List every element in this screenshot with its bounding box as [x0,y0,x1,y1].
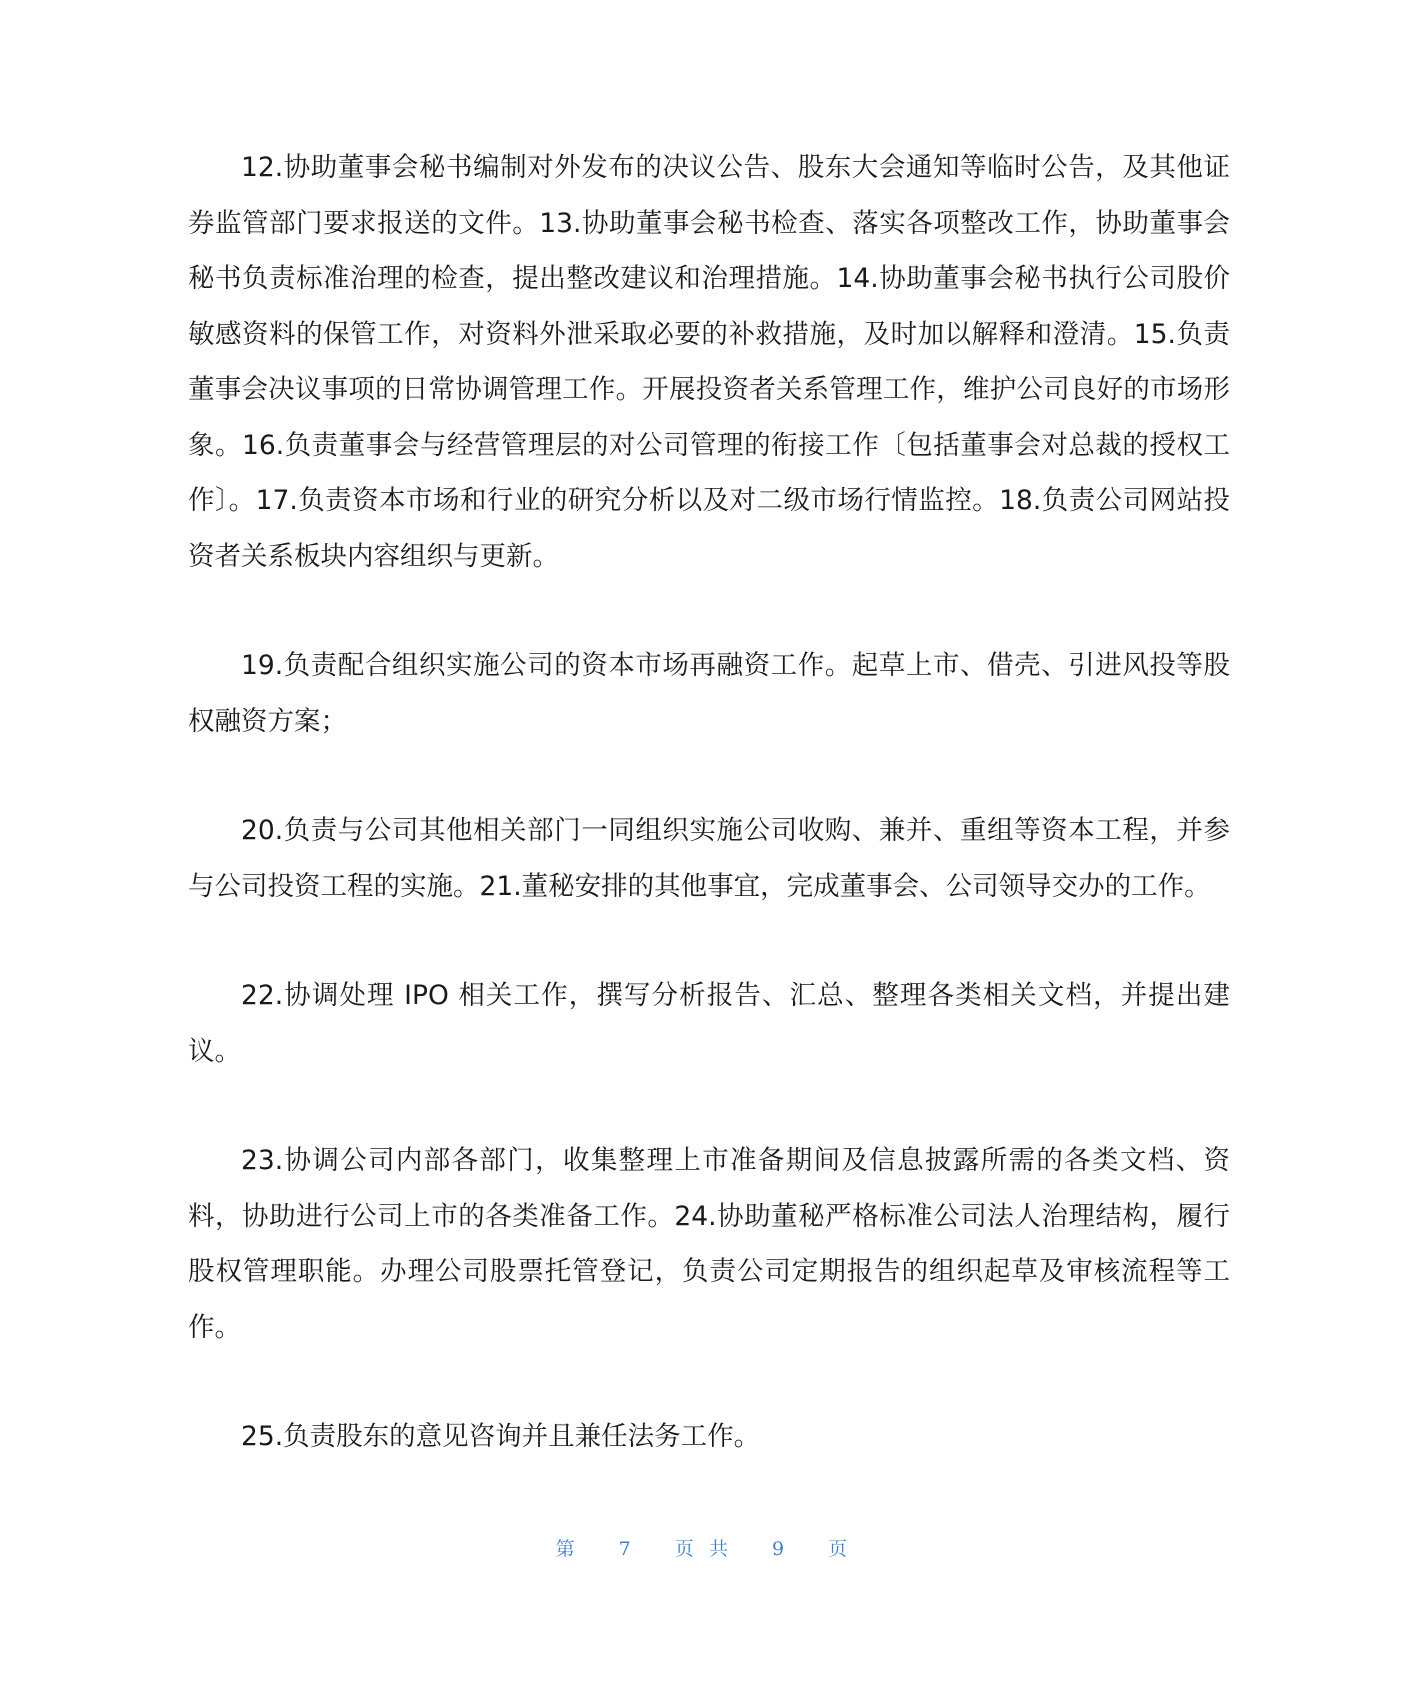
document-body [188,140,1230,1519]
paragraph-20-21: 20.负责与公司其他相关部门一同组织实施公司收购、兼并、重组等资本工程，并参与公司投资工程的实施。21.董秘安排的其他事宜，完成董事会、公司领导交办的工作。 [188,815,1230,902]
paragraph-25: 25.负责股东的意见咨询并且兼任法务工作。 [241,1421,761,1452]
page-number-footer: 第 7 页共 9 页 [555,1538,863,1560]
paragraph-23-24: 23.协调公司内部各部门，收集整理上市准备期间及信息披露所需的各类文档、资料，协助进行公司上市的各类准备工作。24.协助董秘严格标准公司法人治理结构，履行股权管理职能。办理公司股票托管登记，负责公司定期报告的组织起草及审核流程等工作。 [188,1145,1230,1343]
paragraph-12-18: 12.协助董事会秘书编制对外发布的决议公告、股东大会通知等临时公告，及其他证券监管部门要求报送的文件。13.协助董事会秘书检查、落实各项整改工作，协助董事会秘书负责标准治理的检查，提出整改建议和治理措施。14.协助董事会秘书执行公司股价敏感资料的保管工作，对资料外泄采取必要的补救措施，及时加以解释和澄清。15.负责董事会决议事项的日常协调管理工作。开展投资者关系管理工作，维护公司良好的市场形象。16.负责董事会与经营管理层的对公司管理的衔接工作〔包括董事会对总裁的授权工作〕。17.负责资本市场和行业的研究分析以及对二级市场行情监控。18.负责公司网站投资者关系板块内容组织与更新。 [188,152,1230,572]
paragraph-22: 22.协调处理 IPO 相关工作，撰写分析报告、汇总、整理各类相关文档，并提出建议。 [188,980,1230,1067]
paragraph-19: 19.负责配合组织实施公司的资本市场再融资工作。起草上市、借壳、引进风投等股权融资方案； [188,650,1230,737]
